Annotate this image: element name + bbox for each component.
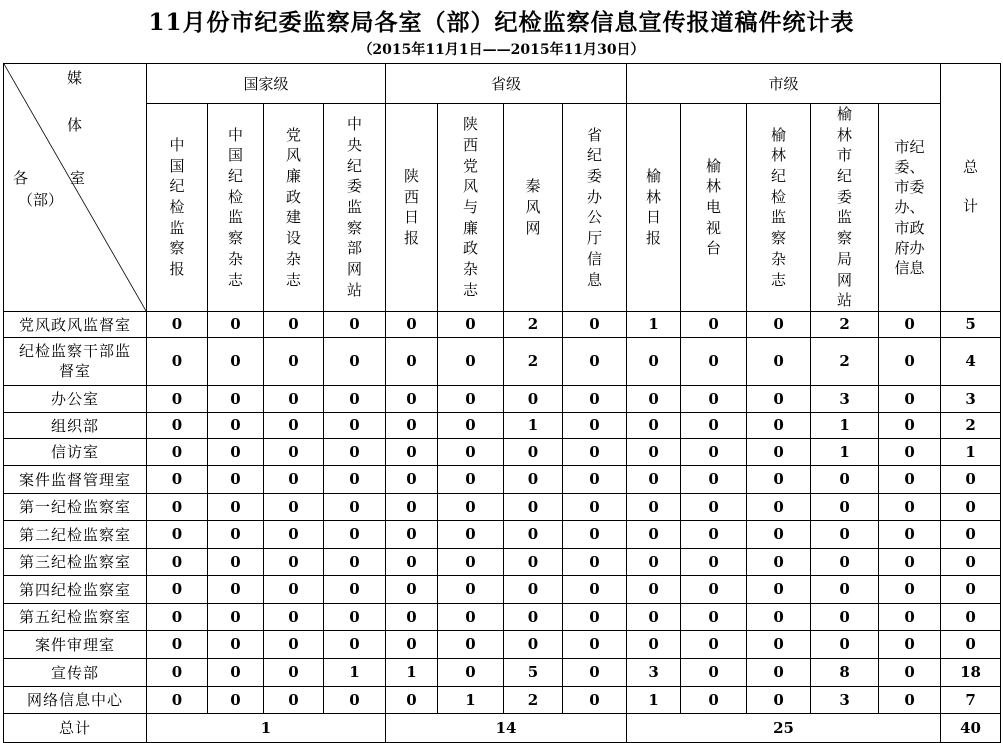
cell-value: 0 [386,337,438,385]
cell-value: 0 [811,603,879,630]
cell-value: 0 [386,548,438,575]
cell-value: 0 [879,311,941,337]
cell-value: 0 [681,658,747,686]
row-total: 0 [941,548,1001,575]
cell-value: 0 [147,337,208,385]
cell-value: 0 [386,311,438,337]
cell-value: 0 [627,520,681,548]
page-title: 11月份市纪委监察局各室（部）纪检监察信息宣传报道稿件统计表 [148,9,855,36]
row-total: 7 [941,686,1001,713]
cell-value: 0 [208,603,264,630]
cell-value: 0 [747,686,811,713]
corner-label-media-2: 体 [67,116,83,134]
cell-value: 0 [324,412,386,438]
cell-value: 0 [264,630,324,658]
column-header: 榆林日报 [627,104,681,312]
cell-value: 0 [563,493,627,520]
cell-value: 0 [747,438,811,465]
cell-value: 0 [264,575,324,603]
cell-value: 0 [879,658,941,686]
row-total: 1 [941,438,1001,465]
cell-value: 0 [386,603,438,630]
row-label: 网络信息中心 [4,686,147,713]
cell-value: 2 [811,311,879,337]
cell-value: 0 [627,548,681,575]
table-row [4,603,1001,630]
row-label: 第一纪检监察室 [4,493,147,520]
cell-value: 0 [438,603,504,630]
cell-value: 0 [747,520,811,548]
cell-value: 0 [504,385,563,412]
cell-value: 0 [563,465,627,493]
row-total: 0 [941,630,1001,658]
footer-national-total: 1 [147,713,386,742]
row-label: 纪检监察干部监督室 [4,337,147,385]
cell-value: 0 [438,548,504,575]
row-label: 组织部 [4,412,147,438]
cell-value: 0 [438,337,504,385]
cell-value: 0 [681,603,747,630]
cell-value: 8 [811,658,879,686]
table-row [4,337,1001,385]
stats-table [3,63,1001,743]
cell-value: 0 [147,493,208,520]
cell-value: 0 [563,575,627,603]
cell-value: 0 [627,337,681,385]
cell-value: 0 [147,686,208,713]
group-city: 市级 [627,64,941,104]
cell-value: 0 [879,520,941,548]
date-range: （2015年11月1日——2015年11月30日） [358,42,645,58]
table-row [4,385,1001,412]
group-national: 国家级 [147,64,386,104]
cell-value: 0 [324,603,386,630]
cell-value: 0 [264,686,324,713]
cell-value: 0 [504,465,563,493]
column-header: 榆林市纪委监察局网站 [811,104,879,312]
cell-value: 0 [208,493,264,520]
cell-value: 0 [386,686,438,713]
cell-value: 0 [563,603,627,630]
cell-value: 0 [438,630,504,658]
cell-value: 0 [208,575,264,603]
row-total: 0 [941,520,1001,548]
cell-value: 0 [681,438,747,465]
table-row [4,311,1001,337]
cell-value: 0 [147,520,208,548]
corner-label-dept-2: 室 [70,169,86,187]
row-label: 案件监督管理室 [4,465,147,493]
table-row [4,686,1001,713]
corner-header [4,64,147,312]
cell-value: 0 [147,658,208,686]
corner-label-media-1: 媒 [67,69,83,87]
cell-value: 0 [386,385,438,412]
cell-value: 0 [324,630,386,658]
cell-value: 0 [747,412,811,438]
cell-value: 0 [208,658,264,686]
cell-value: 0 [324,493,386,520]
cell-value: 0 [563,686,627,713]
table-row [4,438,1001,465]
cell-value: 0 [264,311,324,337]
cell-value: 0 [879,493,941,520]
footer-label: 总计 [4,713,147,742]
cell-value: 1 [504,412,563,438]
cell-value: 0 [627,465,681,493]
cell-value: 0 [264,385,324,412]
cell-value: 0 [681,686,747,713]
cell-value: 0 [264,658,324,686]
footer-grand-total: 40 [941,713,1001,742]
cell-value: 0 [879,412,941,438]
table-row [4,465,1001,493]
table-row [4,520,1001,548]
cell-value: 1 [438,686,504,713]
cell-value: 0 [264,438,324,465]
column-header: 中央纪委监察部网站 [324,104,386,312]
cell-value: 0 [681,385,747,412]
cell-value: 0 [386,630,438,658]
cell-value: 0 [879,548,941,575]
row-label: 办公室 [4,385,147,412]
cell-value: 0 [811,465,879,493]
cell-value: 0 [386,575,438,603]
cell-value: 0 [208,311,264,337]
column-header: 市纪委、市委办、市政府办信息 [879,104,941,312]
cell-value: 1 [811,412,879,438]
cell-value: 0 [504,493,563,520]
cell-value: 0 [879,337,941,385]
cell-value: 0 [147,438,208,465]
column-header: 陕西日报 [386,104,438,312]
row-label: 第五纪检监察室 [4,603,147,630]
cell-value: 0 [627,412,681,438]
column-header: 秦风网 [504,104,563,312]
cell-value: 0 [147,575,208,603]
cell-value: 0 [324,465,386,493]
cell-value: 1 [324,658,386,686]
cell-value: 0 [681,337,747,385]
cell-value: 0 [504,630,563,658]
cell-value: 0 [681,465,747,493]
column-header: 榆林纪检监察杂志 [747,104,811,312]
cell-value: 0 [504,438,563,465]
cell-value: 0 [147,465,208,493]
corner-label-dept-3: （部） [18,191,64,209]
cell-value: 0 [563,412,627,438]
row-total: 18 [941,658,1001,686]
cell-value: 0 [438,575,504,603]
cell-value: 0 [879,686,941,713]
cell-value: 0 [147,548,208,575]
column-header: 党风廉政建设杂志 [264,104,324,312]
cell-value: 0 [563,658,627,686]
cell-value: 1 [811,438,879,465]
cell-value: 0 [264,603,324,630]
cell-value: 0 [879,385,941,412]
cell-value: 0 [747,493,811,520]
cell-value: 0 [681,520,747,548]
cell-value: 0 [438,412,504,438]
cell-value: 0 [264,412,324,438]
cell-value: 0 [504,548,563,575]
cell-value: 1 [386,658,438,686]
cell-value: 2 [504,337,563,385]
row-total: 0 [941,493,1001,520]
footer-city-total: 25 [627,713,941,742]
table-row [4,548,1001,575]
table-row [4,493,1001,520]
row-label: 党风政风监督室 [4,311,147,337]
cell-value: 0 [208,520,264,548]
cell-value: 0 [811,520,879,548]
cell-value: 0 [208,686,264,713]
column-header: 中国纪检监察杂志 [208,104,264,312]
cell-value: 0 [208,465,264,493]
row-label: 宣传部 [4,658,147,686]
row-label: 第二纪检监察室 [4,520,147,548]
cell-value: 0 [264,548,324,575]
cell-value: 0 [681,548,747,575]
cell-value: 0 [563,520,627,548]
cell-value: 0 [438,520,504,548]
cell-value: 0 [264,520,324,548]
cell-value: 0 [438,438,504,465]
group-provincial: 省级 [386,64,627,104]
cell-value: 0 [563,311,627,337]
footer-row [4,713,1001,742]
cell-value: 0 [747,548,811,575]
cell-value: 0 [681,412,747,438]
cell-value: 0 [627,575,681,603]
cell-value: 0 [147,385,208,412]
row-label: 信访室 [4,438,147,465]
cell-value: 0 [627,385,681,412]
row-total: 0 [941,465,1001,493]
cell-value: 0 [208,412,264,438]
cell-value: 2 [504,686,563,713]
table-row [4,575,1001,603]
table-row [4,412,1001,438]
cell-value: 3 [811,385,879,412]
row-label: 第三纪检监察室 [4,548,147,575]
cell-value: 0 [563,385,627,412]
group-total: 总计 [941,64,1001,312]
row-total: 5 [941,311,1001,337]
cell-value: 0 [879,575,941,603]
cell-value: 0 [386,520,438,548]
cell-value: 0 [747,311,811,337]
row-total: 0 [941,575,1001,603]
cell-value: 2 [504,311,563,337]
cell-value: 0 [504,520,563,548]
cell-value: 3 [627,658,681,686]
cell-value: 0 [324,686,386,713]
cell-value: 0 [627,493,681,520]
cell-value: 0 [563,337,627,385]
cell-value: 0 [324,311,386,337]
cell-value: 0 [681,630,747,658]
cell-value: 0 [879,438,941,465]
cell-value: 0 [879,603,941,630]
cell-value: 0 [879,465,941,493]
cell-value: 0 [438,493,504,520]
cell-value: 0 [208,385,264,412]
cell-value: 1 [627,686,681,713]
cell-value: 0 [324,337,386,385]
cell-value: 0 [563,630,627,658]
cell-value: 5 [504,658,563,686]
column-header: 榆林电视台 [681,104,747,312]
cell-value: 0 [208,630,264,658]
column-header: 中国纪检监察报 [147,104,208,312]
cell-value: 0 [811,630,879,658]
row-total: 0 [941,603,1001,630]
cell-value: 0 [811,548,879,575]
cell-value: 0 [563,438,627,465]
cell-value: 0 [681,311,747,337]
cell-value: 0 [627,630,681,658]
cell-value: 0 [264,465,324,493]
cell-value: 0 [879,630,941,658]
cell-value: 0 [324,520,386,548]
cell-value: 0 [438,385,504,412]
column-header: 省纪委办公厅信息 [563,104,627,312]
cell-value: 0 [747,630,811,658]
cell-value: 0 [147,412,208,438]
cell-value: 0 [747,337,811,385]
cell-value: 0 [386,438,438,465]
cell-value: 1 [627,311,681,337]
cell-value: 0 [747,575,811,603]
cell-value: 0 [811,575,879,603]
cell-value: 0 [264,337,324,385]
row-label: 案件审理室 [4,630,147,658]
cell-value: 0 [386,493,438,520]
cell-value: 0 [681,575,747,603]
cell-value: 0 [747,465,811,493]
row-total: 4 [941,337,1001,385]
cell-value: 0 [208,548,264,575]
footer-provincial-total: 14 [386,713,627,742]
table-row [4,658,1001,686]
cell-value: 0 [438,465,504,493]
cell-value: 3 [811,686,879,713]
cell-value: 0 [147,603,208,630]
row-total: 2 [941,412,1001,438]
corner-label-dept-1: 各 [13,169,29,187]
cell-value: 0 [438,311,504,337]
row-total: 3 [941,385,1001,412]
cell-value: 0 [747,603,811,630]
column-header: 陕西党风与廉政杂志 [438,104,504,312]
row-label: 第四纪检监察室 [4,575,147,603]
cell-value: 0 [438,658,504,686]
cell-value: 0 [324,575,386,603]
table-row [4,630,1001,658]
cell-value: 2 [811,337,879,385]
cell-value: 0 [324,548,386,575]
cell-value: 0 [504,575,563,603]
cell-value: 0 [627,603,681,630]
cell-value: 0 [264,493,324,520]
cell-value: 0 [147,630,208,658]
cell-value: 0 [747,385,811,412]
cell-value: 0 [208,438,264,465]
cell-value: 0 [324,438,386,465]
cell-value: 0 [208,337,264,385]
cell-value: 0 [811,493,879,520]
cell-value: 0 [563,548,627,575]
cell-value: 0 [627,438,681,465]
cell-value: 0 [386,412,438,438]
cell-value: 0 [147,311,208,337]
cell-value: 0 [681,493,747,520]
cell-value: 0 [747,658,811,686]
cell-value: 0 [324,385,386,412]
cell-value: 0 [504,603,563,630]
cell-value: 0 [386,465,438,493]
